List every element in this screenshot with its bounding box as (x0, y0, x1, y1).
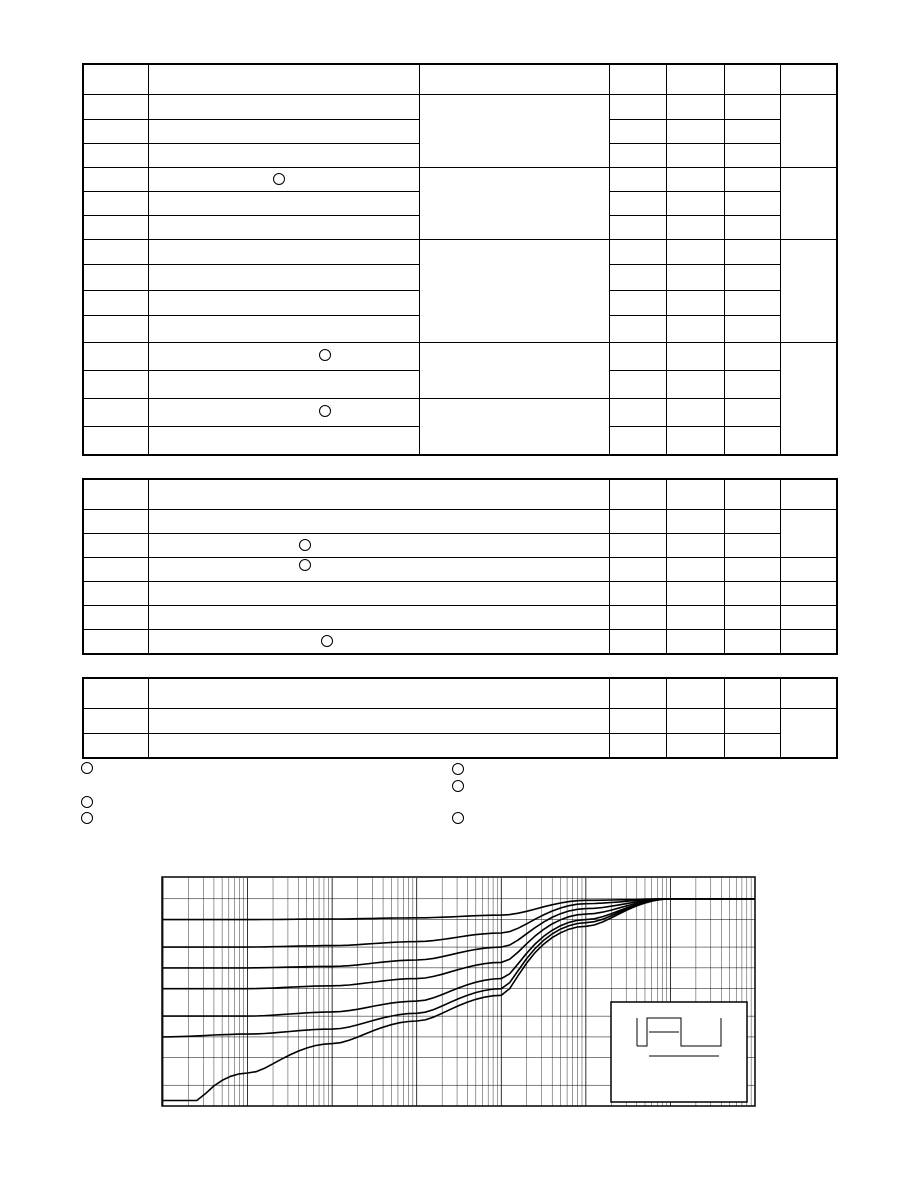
note-mark-4 (452, 763, 464, 775)
note-reference-mark (299, 539, 311, 551)
units-cell (780, 167, 837, 239)
header-cell (83, 64, 148, 94)
package-characteristics-table (82, 677, 838, 759)
header-cell (148, 64, 419, 94)
table-row (83, 342, 837, 370)
table-header-row (83, 479, 837, 509)
table-row (83, 606, 837, 630)
table-row (83, 533, 837, 557)
header-cell (609, 64, 666, 94)
table-row (83, 557, 837, 581)
note-reference-mark (319, 405, 331, 417)
conditions-cell (419, 94, 609, 167)
units-cell (780, 342, 837, 455)
note-mark-1 (81, 762, 93, 774)
conditions-cell (419, 240, 609, 343)
units-cell (780, 94, 837, 167)
units-cell (780, 708, 837, 758)
table-header-row (83, 678, 837, 708)
header-cell (724, 64, 780, 94)
table-row (83, 240, 837, 265)
conditions-cell (419, 342, 609, 398)
table-header-row (83, 64, 837, 94)
header-cell (419, 64, 609, 94)
note-reference-mark (321, 635, 333, 647)
duty-cycle-inset (611, 1002, 747, 1102)
table-row (83, 509, 837, 533)
thermal-characteristics-table (82, 478, 838, 655)
table-row (83, 733, 837, 758)
units-cell (780, 240, 837, 343)
table-row (83, 399, 837, 427)
table-row (83, 708, 837, 733)
conditions-cell (419, 399, 609, 455)
table-row (83, 630, 837, 654)
note-mark-3 (81, 812, 93, 824)
note-reference-mark (299, 559, 311, 571)
thermal-response-chart (161, 876, 757, 1108)
table-row (83, 167, 837, 191)
note-mark-6 (452, 812, 464, 824)
table-row (83, 94, 837, 119)
units-cell (780, 509, 837, 557)
note-mark-5 (452, 780, 464, 792)
conditions-cell (419, 167, 609, 239)
electrical-characteristics-table (82, 63, 838, 456)
header-cell (666, 64, 724, 94)
note-mark-2 (81, 796, 93, 808)
note-reference-mark (319, 349, 331, 361)
header-cell (780, 64, 837, 94)
table-row (83, 582, 837, 606)
note-reference-mark (273, 173, 285, 185)
